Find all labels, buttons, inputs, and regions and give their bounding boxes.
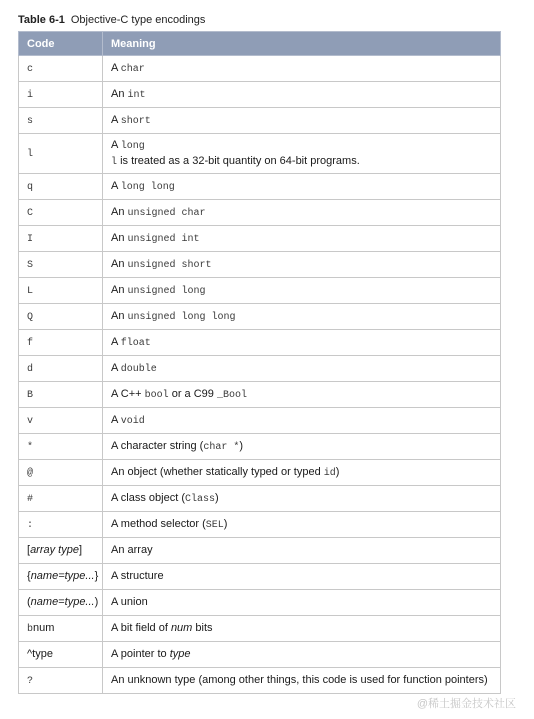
meaning-text: An <box>111 283 128 296</box>
meaning-text: id <box>323 467 336 479</box>
meaning-text: An <box>111 257 128 270</box>
meaning-cell <box>103 668 501 694</box>
code-text: Q <box>27 311 34 323</box>
meaning-cell <box>103 278 501 304</box>
code-cell <box>19 252 103 278</box>
table-row <box>19 56 501 82</box>
meaning-text: unsigned char <box>127 207 206 219</box>
meaning-text: An <box>111 231 128 244</box>
code-text: v <box>27 415 34 427</box>
code-text: d <box>27 363 34 375</box>
meaning-text: unsigned long long <box>127 311 236 323</box>
code-cell <box>19 564 103 590</box>
code-text: num <box>33 621 55 634</box>
table-row <box>19 538 501 564</box>
code-cell <box>19 512 103 538</box>
meaning-cell <box>103 134 501 174</box>
meaning-text: A character string ( <box>111 439 204 452</box>
meaning-cell <box>103 408 501 434</box>
meaning-cell <box>103 330 501 356</box>
meaning-text: An <box>111 87 128 100</box>
code-cell <box>19 538 103 564</box>
code-cell <box>19 134 103 174</box>
code-cell <box>19 174 103 200</box>
meaning-text: num <box>170 622 193 634</box>
meaning-cell <box>103 226 501 252</box>
meaning-text: An unknown type (among other things, this code is used for function pointers) <box>111 674 488 686</box>
table-row <box>19 252 501 278</box>
meaning-line <box>111 465 500 481</box>
meaning-text: unsigned int <box>127 233 200 245</box>
meaning-line <box>111 491 500 507</box>
code-text: name=type... <box>30 570 95 582</box>
meaning-text: is treated as a 32-bit quantity on 64-bit programs. <box>117 154 360 167</box>
meaning-line <box>111 543 500 558</box>
meaning-cell <box>103 564 501 590</box>
meaning-cell <box>103 642 501 668</box>
meaning-text: Class <box>184 493 215 505</box>
meaning-cell <box>103 486 501 512</box>
meaning-text: A <box>111 179 121 192</box>
code-cell <box>19 304 103 330</box>
code-cell <box>19 278 103 304</box>
meaning-text: unsigned short <box>127 259 212 271</box>
meaning-line <box>111 335 500 351</box>
code-cell <box>19 108 103 134</box>
table-caption <box>18 14 205 26</box>
meaning-text: bits <box>192 622 213 634</box>
meaning-text: long long <box>120 181 175 193</box>
meaning-line <box>111 113 500 129</box>
meaning-text: ) <box>215 491 219 504</box>
meaning-text: A <box>111 113 121 126</box>
code-text: L <box>27 285 34 297</box>
code-text: f <box>27 337 34 349</box>
code-text: # <box>27 493 34 505</box>
code-text: ) <box>94 596 99 608</box>
meaning-line <box>111 283 500 299</box>
table-row <box>19 174 501 200</box>
meaning-line <box>111 61 500 77</box>
watermark: @稀土掘金技术社区 <box>416 698 516 710</box>
code-cell <box>19 434 103 460</box>
table-row <box>19 278 501 304</box>
code-cell <box>19 382 103 408</box>
meaning-text: An array <box>111 544 153 556</box>
header-code: Code <box>19 32 103 56</box>
meaning-text: ) <box>223 517 228 530</box>
meaning-text: char <box>120 63 145 75</box>
type-encodings-table <box>18 31 501 694</box>
code-cell <box>19 226 103 252</box>
meaning-text: A <box>111 335 121 348</box>
table-row <box>19 134 501 174</box>
meaning-line <box>111 595 500 610</box>
meaning-cell <box>103 616 501 642</box>
table-header-row <box>19 32 501 56</box>
table-row <box>19 330 501 356</box>
table-row <box>19 408 501 434</box>
code-cell <box>19 668 103 694</box>
table-caption-label: Table 6-1 <box>18 14 65 26</box>
header-meaning: Meaning <box>103 32 501 56</box>
meaning-text: double <box>120 363 157 375</box>
code-text: ( <box>27 596 31 608</box>
meaning-text: A <box>111 138 121 151</box>
meaning-text: short <box>120 115 151 127</box>
code-text: ? <box>27 675 34 687</box>
code-text: s <box>27 115 34 127</box>
meaning-line <box>111 205 500 221</box>
table-row <box>19 200 501 226</box>
meaning-text: An object (whether statically typed or typed <box>111 465 324 478</box>
meaning-text: A <box>111 413 121 426</box>
meaning-cell <box>103 590 501 616</box>
table-row <box>19 304 501 330</box>
meaning-text: type <box>169 648 191 660</box>
meaning-line <box>111 517 500 533</box>
meaning-line <box>111 257 500 273</box>
meaning-cell <box>103 434 501 460</box>
code-cell <box>19 408 103 434</box>
code-cell <box>19 486 103 512</box>
table-row <box>19 486 501 512</box>
table-row <box>19 616 501 642</box>
code-cell <box>19 642 103 668</box>
table-row <box>19 564 501 590</box>
meaning-cell <box>103 108 501 134</box>
code-text: : <box>27 519 34 531</box>
meaning-cell <box>103 252 501 278</box>
meaning-cell <box>103 512 501 538</box>
meaning-cell <box>103 538 501 564</box>
table-row <box>19 356 501 382</box>
meaning-text: int <box>127 89 146 101</box>
meaning-cell <box>103 356 501 382</box>
code-text: c <box>27 63 34 75</box>
meaning-text: _Bool <box>216 389 247 401</box>
meaning-text: float <box>120 337 151 349</box>
meaning-text: bool <box>144 389 169 401</box>
code-text: l <box>27 148 34 160</box>
meaning-text: A <box>111 61 121 74</box>
meaning-text: A union <box>111 596 148 608</box>
meaning-cell <box>103 56 501 82</box>
meaning-cell <box>103 460 501 486</box>
table-caption-title: Objective-C type encodings <box>70 14 206 26</box>
meaning-cell <box>103 82 501 108</box>
code-cell <box>19 356 103 382</box>
code-text: type... <box>64 596 95 608</box>
meaning-text: A method selector ( <box>111 517 206 530</box>
meaning-text: SEL <box>205 519 224 531</box>
code-text: b <box>27 623 34 635</box>
code-text: S <box>27 259 34 271</box>
meaning-cell <box>103 200 501 226</box>
meaning-text: long <box>120 140 145 152</box>
meaning-line <box>111 309 500 325</box>
code-text: ] <box>78 544 83 556</box>
table-row <box>19 642 501 668</box>
table-row <box>19 590 501 616</box>
code-text: C <box>27 207 34 219</box>
meaning-line <box>111 621 500 636</box>
meaning-text: A class object ( <box>111 491 185 504</box>
meaning-line <box>111 87 500 103</box>
meaning-note <box>111 154 500 170</box>
code-text: } <box>94 570 99 582</box>
meaning-text: A <box>111 361 121 374</box>
table-row <box>19 226 501 252</box>
meaning-line <box>111 569 500 584</box>
meaning-line <box>111 673 500 688</box>
code-text: i <box>27 89 34 101</box>
table-row <box>19 434 501 460</box>
meaning-line <box>111 361 500 377</box>
meaning-line <box>111 413 500 429</box>
code-text: B <box>27 389 34 401</box>
code-text: [ <box>27 544 31 556</box>
meaning-text: l <box>111 156 118 168</box>
code-cell <box>19 200 103 226</box>
code-cell <box>19 590 103 616</box>
table-row <box>19 668 501 694</box>
meaning-text: A structure <box>111 570 164 582</box>
code-cell <box>19 330 103 356</box>
meaning-text: unsigned long <box>127 285 206 297</box>
table-row <box>19 108 501 134</box>
code-cell <box>19 56 103 82</box>
meaning-text: A C++ <box>111 387 145 400</box>
meaning-text: or a C99 <box>168 387 217 400</box>
meaning-line <box>111 231 500 247</box>
meaning-line <box>111 387 500 403</box>
meaning-text: ) <box>335 465 340 478</box>
meaning-cell <box>103 174 501 200</box>
code-text: * <box>27 441 34 453</box>
code-cell <box>19 460 103 486</box>
meaning-text: A pointer to <box>111 648 170 660</box>
code-text: { <box>27 570 31 582</box>
meaning-cell <box>103 304 501 330</box>
meaning-line <box>111 138 500 154</box>
code-cell <box>19 82 103 108</box>
meaning-text: void <box>120 415 145 427</box>
meaning-text: char * <box>203 441 240 453</box>
table-row <box>19 460 501 486</box>
code-cell <box>19 616 103 642</box>
code-text: ^type <box>27 648 53 660</box>
meaning-cell <box>103 382 501 408</box>
table-row <box>19 512 501 538</box>
code-text: array type <box>30 544 79 556</box>
code-text: name <box>30 596 59 608</box>
meaning-text: ) <box>239 439 244 452</box>
meaning-line <box>111 439 500 455</box>
meaning-text: An <box>111 205 128 218</box>
meaning-text: A bit field of <box>111 622 171 634</box>
code-text: @ <box>27 467 34 479</box>
meaning-text: An <box>111 309 128 322</box>
table-row <box>19 82 501 108</box>
code-text: I <box>27 233 34 245</box>
meaning-line <box>111 647 500 662</box>
code-text: q <box>27 181 34 193</box>
table-row <box>19 382 501 408</box>
meaning-line <box>111 179 500 195</box>
code-text: = <box>58 596 65 608</box>
